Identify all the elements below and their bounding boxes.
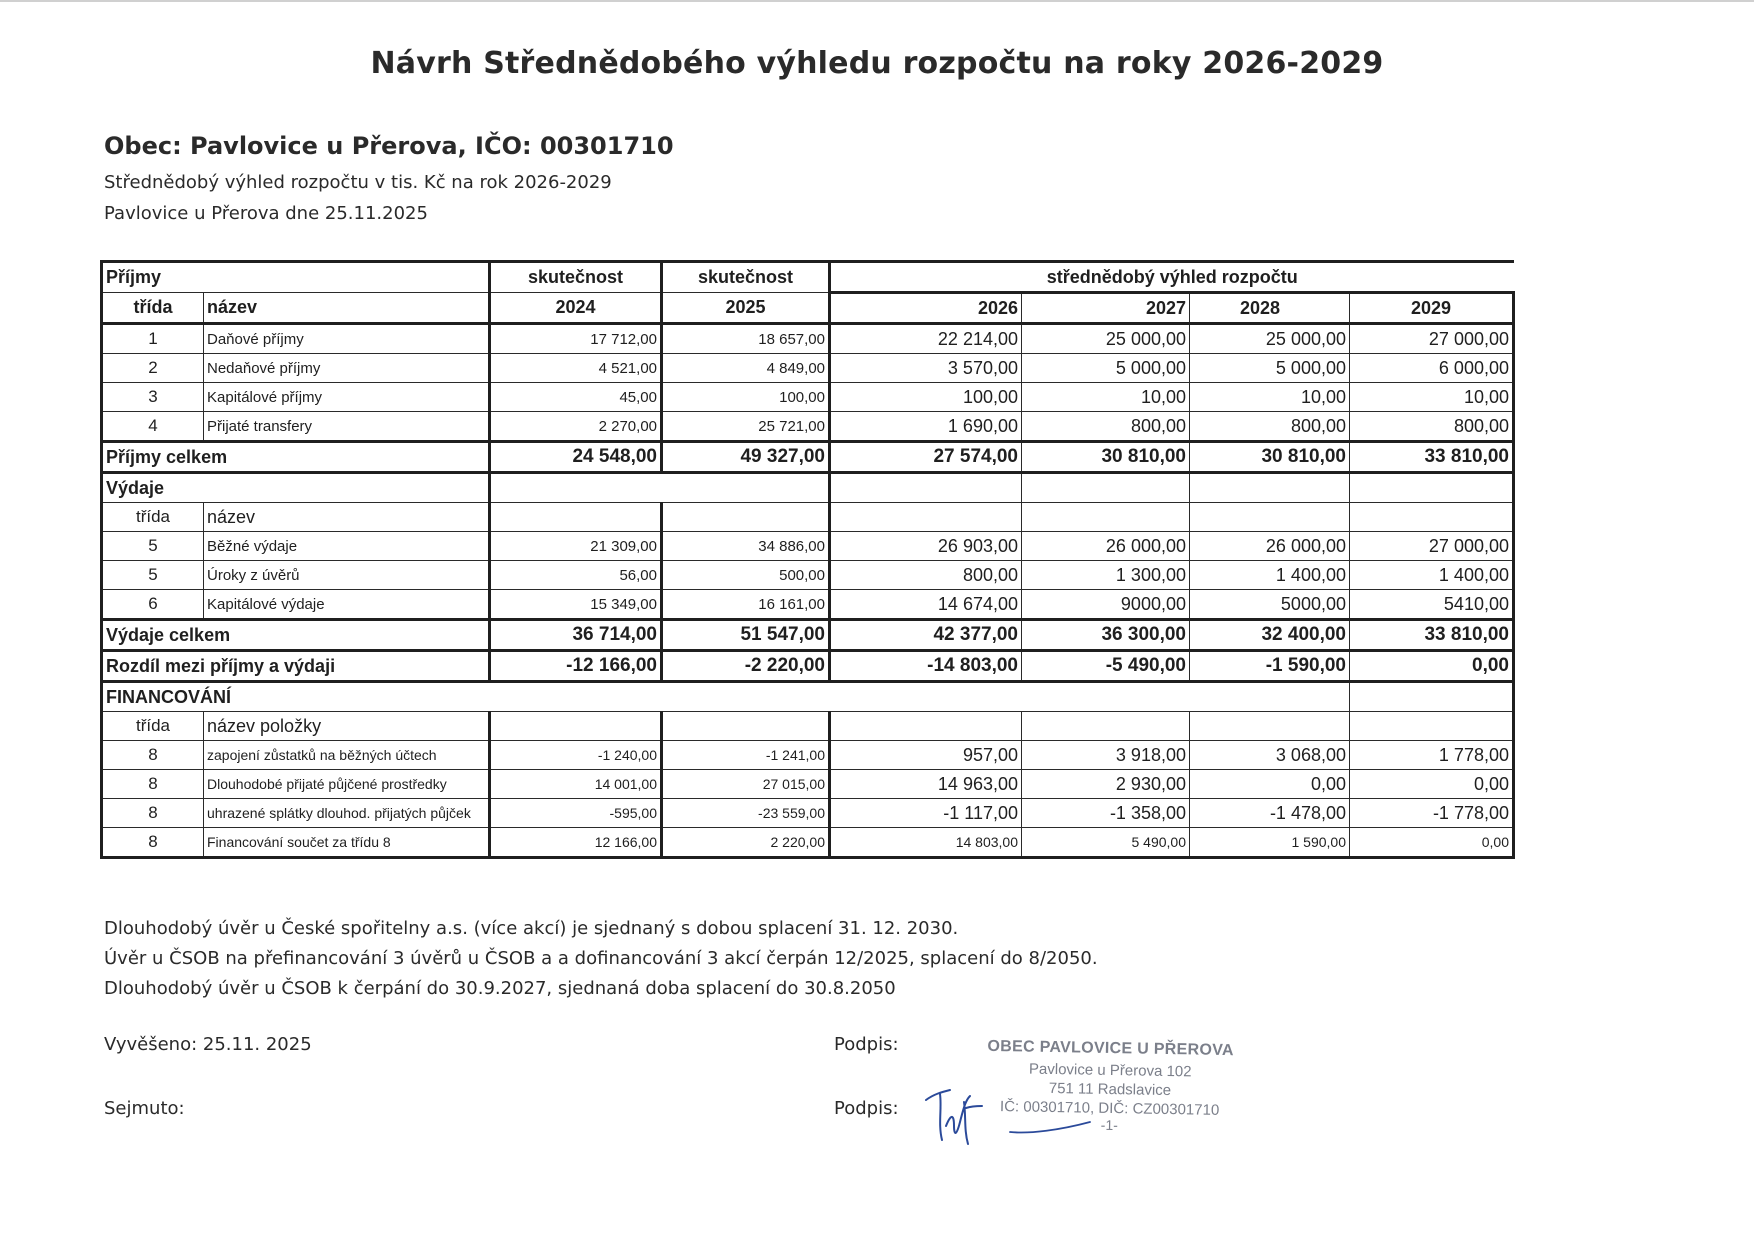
actual-header-2025: skutečnost (662, 262, 830, 293)
item-name-cell: Kapitálové příjmy (204, 383, 490, 412)
empty-cell (1350, 682, 1514, 712)
empty-cell (830, 503, 1022, 532)
empty-cell (662, 712, 830, 741)
loan-note: Dlouhodobý úvěr u České spořitelny a.s. (více akcí) je sjednaný s dobou splacení 31. 12. 2030. (104, 918, 959, 939)
empty-cell (490, 712, 662, 741)
income-row (102, 354, 1514, 383)
empty-cell (1190, 503, 1350, 532)
total-label: Rozdíl mezi příjmy a výdaji (102, 651, 490, 682)
value-cell: 5000,00 (1190, 590, 1350, 620)
class-cell: 8 (102, 799, 204, 828)
value-cell: 2 220,00 (662, 828, 830, 858)
value-cell: -12 166,00 (490, 651, 662, 682)
stamp-line: IČ: 00301710, DIČ: CZ00301710 (999, 1098, 1220, 1119)
empty-cell (830, 712, 1022, 741)
item-name-cell: Úroky z úvěrů (204, 561, 490, 590)
financing-row (102, 770, 1514, 799)
value-cell: 6 000,00 (1350, 354, 1514, 383)
value-cell: 18 657,00 (662, 324, 830, 354)
class-cell: 5 (102, 532, 204, 561)
value-cell: 27 015,00 (662, 770, 830, 799)
value-cell: 21 309,00 (490, 532, 662, 561)
value-cell: 17 712,00 (490, 324, 662, 354)
stamp-line: 751 11 Radslavice (1048, 1079, 1172, 1100)
place-date: Pavlovice u Přerova dne 25.11.2025 (104, 203, 428, 224)
empty-cell (1022, 473, 1190, 503)
expense-section-row (102, 473, 1514, 503)
value-cell: 957,00 (830, 741, 1022, 770)
value-cell: -1 778,00 (1350, 799, 1514, 828)
item-name-cell: zapojení zůstatků na běžných účtech (204, 741, 490, 770)
value-cell: 36 300,00 (1022, 620, 1190, 651)
empty-cell (1350, 473, 1514, 503)
table-header-row-2 (102, 293, 1514, 324)
col-name-header: název položky (204, 712, 490, 741)
municipality-heading: Obec: Pavlovice u Přerova, IČO: 00301710 (104, 132, 674, 160)
value-cell: 33 810,00 (1350, 442, 1514, 473)
value-cell: 5 490,00 (1022, 828, 1190, 858)
class-cell: 2 (102, 354, 204, 383)
value-cell: 14 001,00 (490, 770, 662, 799)
budget-table (100, 260, 1515, 859)
col-name-header: název (204, 293, 490, 324)
financing-row (102, 799, 1514, 828)
value-cell: -1 590,00 (1190, 651, 1350, 682)
value-cell: -1 358,00 (1022, 799, 1190, 828)
loan-notes (104, 914, 1098, 1004)
value-cell: -595,00 (490, 799, 662, 828)
table-header-row-1 (102, 262, 1514, 293)
expense-row (102, 532, 1514, 561)
income-row (102, 324, 1514, 354)
difference-row (102, 651, 1514, 682)
year-header: 2028 (1190, 293, 1350, 324)
expense-row (102, 561, 1514, 590)
class-cell: 5 (102, 561, 204, 590)
empty-cell (1350, 503, 1514, 532)
value-cell: 24 548,00 (490, 442, 662, 473)
value-cell: 14 963,00 (830, 770, 1022, 799)
value-cell: 0,00 (1350, 651, 1514, 682)
value-cell: 25 000,00 (1022, 324, 1190, 354)
total-label: Výdaje celkem (102, 620, 490, 651)
empty-cell (1190, 712, 1350, 741)
section-label: FINANCOVÁNÍ (102, 682, 1350, 712)
signature-label-2: Podpis: (834, 1098, 899, 1119)
year-header: 2025 (662, 293, 830, 324)
handwritten-signature (920, 1082, 1120, 1152)
value-cell: 0,00 (1350, 828, 1514, 858)
value-cell: 27 000,00 (1350, 532, 1514, 561)
value-cell: 34 886,00 (662, 532, 830, 561)
item-name-cell: Kapitálové výdaje (204, 590, 490, 620)
value-cell: 1 400,00 (1190, 561, 1350, 590)
class-cell: 6 (102, 590, 204, 620)
value-cell: 1 300,00 (1022, 561, 1190, 590)
value-cell: 10,00 (1350, 383, 1514, 412)
value-cell: 0,00 (1190, 770, 1350, 799)
value-cell: 1 400,00 (1350, 561, 1514, 590)
financing-section-row (102, 682, 1514, 712)
document-subtitle: Střednědobý výhled rozpočtu v tis. Kč na rok 2026-2029 (104, 172, 612, 193)
col-name-header: název (204, 503, 490, 532)
stamp-line: -1- (1100, 1116, 1119, 1134)
financing-row (102, 741, 1514, 770)
total-label: Příjmy celkem (102, 442, 490, 473)
value-cell: 3 570,00 (830, 354, 1022, 383)
value-cell: 10,00 (1190, 383, 1350, 412)
empty-cell (1350, 712, 1514, 741)
posted-date: Vyvěšeno: 25.11. 2025 (104, 1034, 312, 1055)
value-cell: 2 270,00 (490, 412, 662, 442)
empty-cell (490, 503, 662, 532)
removed-date: Sejmuto: (104, 1098, 185, 1119)
class-cell: 8 (102, 828, 204, 858)
value-cell: 800,00 (1190, 412, 1350, 442)
year-header: 2027 (1022, 293, 1190, 324)
value-cell: 800,00 (830, 561, 1022, 590)
value-cell: 32 400,00 (1190, 620, 1350, 651)
value-cell: 51 547,00 (662, 620, 830, 651)
actual-header-2024: skutečnost (490, 262, 662, 293)
expense-row (102, 590, 1514, 620)
empty-cell (1022, 503, 1190, 532)
income-section-label: Příjmy (102, 262, 490, 293)
year-header: 2024 (490, 293, 662, 324)
value-cell: 16 161,00 (662, 590, 830, 620)
class-cell: 4 (102, 412, 204, 442)
value-cell: 33 810,00 (1350, 620, 1514, 651)
value-cell: 10,00 (1022, 383, 1190, 412)
top-scan-line (0, 0, 1754, 2)
expense-header-row (102, 503, 1514, 532)
financing-header-row (102, 712, 1514, 741)
class-cell: 1 (102, 324, 204, 354)
section-label: Výdaje (102, 473, 490, 503)
class-cell: 3 (102, 383, 204, 412)
income-total-row (102, 442, 1514, 473)
value-cell: -5 490,00 (1022, 651, 1190, 682)
value-cell: 800,00 (1350, 412, 1514, 442)
value-cell: -2 220,00 (662, 651, 830, 682)
col-class-header: třída (102, 503, 204, 532)
value-cell: 500,00 (662, 561, 830, 590)
class-cell: 8 (102, 770, 204, 799)
signature-label-1: Podpis: (834, 1034, 899, 1055)
value-cell: 56,00 (490, 561, 662, 590)
value-cell: 9000,00 (1022, 590, 1190, 620)
value-cell: -23 559,00 (662, 799, 830, 828)
value-cell: 5 000,00 (1190, 354, 1350, 383)
value-cell: 1 778,00 (1350, 741, 1514, 770)
value-cell: 5410,00 (1350, 590, 1514, 620)
value-cell: 27 000,00 (1350, 324, 1514, 354)
value-cell: 30 810,00 (1190, 442, 1350, 473)
value-cell: 25 721,00 (662, 412, 830, 442)
stamp-line: OBEC PAVLOVICE U PŘEROVA (987, 1037, 1234, 1060)
income-row (102, 412, 1514, 442)
value-cell: 0,00 (1350, 770, 1514, 799)
value-cell: 30 810,00 (1022, 442, 1190, 473)
value-cell: 3 918,00 (1022, 741, 1190, 770)
expense-total-row (102, 620, 1514, 651)
item-name-cell: Dlouhodobé přijaté půjčené prostředky (204, 770, 490, 799)
value-cell: 15 349,00 (490, 590, 662, 620)
value-cell: 49 327,00 (662, 442, 830, 473)
value-cell: 100,00 (830, 383, 1022, 412)
value-cell: 42 377,00 (830, 620, 1022, 651)
col-class-header: třída (102, 293, 204, 324)
col-class-header: třída (102, 712, 204, 741)
value-cell: 12 166,00 (490, 828, 662, 858)
item-name-cell: Běžné výdaje (204, 532, 490, 561)
document-title: Návrh Střednědobého výhledu rozpočtu na roky 2026-2029 (370, 46, 1384, 81)
item-name-cell: Daňové příjmy (204, 324, 490, 354)
value-cell: 14 803,00 (830, 828, 1022, 858)
value-cell: 26 000,00 (1190, 532, 1350, 561)
loan-note: Úvěr u ČSOB na přefinancování 3 úvěrů u ČSOB a a dofinancování 3 akcí čerpán 12/2025, splacení do 8/2050. (104, 948, 1098, 969)
empty-cell (1022, 712, 1190, 741)
empty-cell (830, 473, 1022, 503)
value-cell: 26 903,00 (830, 532, 1022, 561)
year-header: 2029 (1350, 293, 1514, 324)
value-cell: 1 590,00 (1190, 828, 1350, 858)
value-cell: 3 068,00 (1190, 741, 1350, 770)
empty-cell (1190, 473, 1350, 503)
value-cell: -1 240,00 (490, 741, 662, 770)
class-cell: 8 (102, 741, 204, 770)
income-row (102, 383, 1514, 412)
item-name-cell: Přijaté transfery (204, 412, 490, 442)
empty-cell (662, 503, 830, 532)
value-cell: -1 117,00 (830, 799, 1022, 828)
empty-cell (490, 473, 830, 503)
value-cell: -1 478,00 (1190, 799, 1350, 828)
value-cell: 1 690,00 (830, 412, 1022, 442)
item-name-cell: Nedaňové příjmy (204, 354, 490, 383)
value-cell: -14 803,00 (830, 651, 1022, 682)
value-cell: 22 214,00 (830, 324, 1022, 354)
financing-row (102, 828, 1514, 858)
outlook-header: střednědobý výhled rozpočtu (830, 262, 1514, 293)
value-cell: 27 574,00 (830, 442, 1022, 473)
value-cell: 2 930,00 (1022, 770, 1190, 799)
value-cell: 14 674,00 (830, 590, 1022, 620)
value-cell: 100,00 (662, 383, 830, 412)
stamp-line: Pavlovice u Přerova 102 (1028, 1060, 1192, 1081)
value-cell: 45,00 (490, 383, 662, 412)
value-cell: 4 521,00 (490, 354, 662, 383)
value-cell: 4 849,00 (662, 354, 830, 383)
year-header: 2026 (830, 293, 1022, 324)
item-name-cell: Financování součet za třídu 8 (204, 828, 490, 858)
value-cell: 800,00 (1022, 412, 1190, 442)
value-cell: 25 000,00 (1190, 324, 1350, 354)
item-name-cell: uhrazené splátky dlouhod. přijatých půjček (204, 799, 490, 828)
value-cell: -1 241,00 (662, 741, 830, 770)
value-cell: 5 000,00 (1022, 354, 1190, 383)
value-cell: 26 000,00 (1022, 532, 1190, 561)
loan-note: Dlouhodobý úvěr u ČSOB k čerpání do 30.9.2027, sjednaná doba splacení do 30.8.2050 (104, 978, 896, 999)
value-cell: 36 714,00 (490, 620, 662, 651)
